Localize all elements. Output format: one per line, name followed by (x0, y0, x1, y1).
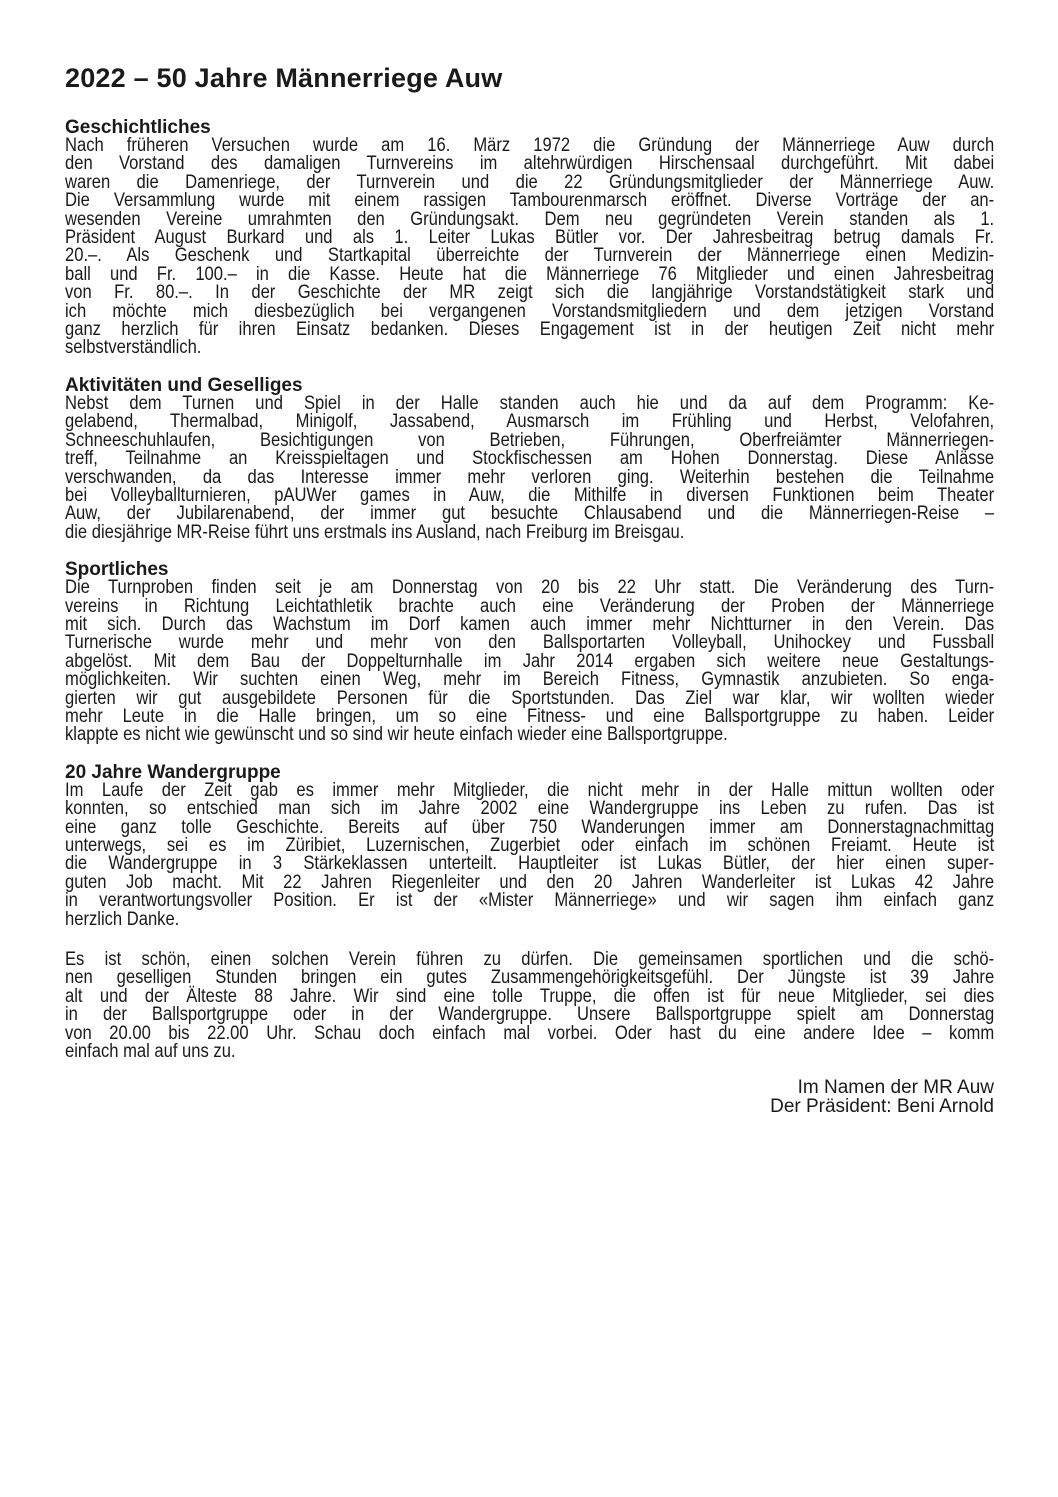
text-line: herzlich Danke. (65, 908, 180, 930)
section-paragraph (65, 951, 994, 1061)
text-line: von 20.00 bis 22.00 Uhr. Schau doch einfach mal vorbei. Oder hast du eine andere Idee – komm (65, 1022, 995, 1044)
text-line: ball und Fr. 100.– in die Kasse. Heute hat die Männerriege 76 Mitglieder und einen Jahresbeitrag (65, 263, 995, 285)
section-paragraph (65, 579, 994, 745)
text-line: die diesjährige MR-Reise führt uns erstmals ins Ausland, nach Freiburg im Breisgau. (65, 521, 685, 543)
text-line: Schneeschuhlaufen, Besichtigungen von Betrieben, Führungen, Oberfreiämter Männerriegen- (65, 429, 995, 451)
text-line: Nebst dem Turnen und Spiel in der Halle standen auch hie und da auf dem Programm: Ke- (65, 392, 995, 414)
text-line-wrapper (65, 339, 994, 357)
text-line: möglichkeiten. Wir suchten einen Weg, mehr im Bereich Fitness, Gymnastik anzubieten. So enga- (65, 669, 995, 691)
text-line: nen geselligen Stunden bringen ein gutes Zusammengehörigkeitsgefühl. Der Jüngste ist 39 Jahre (65, 967, 995, 989)
sections-container (65, 118, 994, 1061)
text-line: treff, Teilnahme an Kreisspieltagen und Stockfischessen am Hohen Donnerstag. Diese Anlässe (65, 448, 995, 470)
text-line: Im Laufe der Zeit gab es immer mehr Mitglieder, die nicht mehr in der Halle mittun wollten oder (65, 779, 995, 801)
text-line: Die Turnproben finden seit je am Donnerstag von 20 bis 22 Uhr statt. Die Veränderung des Turn- (65, 577, 995, 599)
text-line-wrapper (65, 1043, 994, 1061)
text-line: wesenden Vereine umrahmten den Gründungsakt. Dem neu gegründeten Verein standen als 1. (65, 208, 995, 230)
section-sportliches (65, 560, 994, 745)
text-line: einfach mal auf uns zu. (65, 1041, 236, 1063)
text-line: selbstverständlich. (65, 337, 202, 359)
text-line: Präsident August Burkard und als 1. Leiter Lukas Bütler vor. Der Jahresbeitrag betrug damals Fr. (65, 227, 995, 249)
text-line: guten Job macht. Mit 22 Jahren Riegenleiter und den 20 Jahren Wanderleiter ist Lukas 42 Jahre (65, 871, 995, 893)
text-line: den Vorstand des damaligen Turnvereins im altehrwürdigen Hirschensaal durchgeführt. Mit dabei (65, 153, 995, 175)
page-title: 2022 – 50 Jahre Männerriege Auw (65, 63, 503, 93)
text-line: waren die Damenriege, der Turnverein und die 22 Gründungsmitglieder der Männerriege Auw. (65, 171, 995, 193)
signature-line-organization: Im Namen der MR Auw (797, 1077, 994, 1099)
section-aktivitaeten-und-geselliges (65, 376, 994, 542)
document-page (65, 60, 994, 1116)
section-heading: Aktivitäten und Geselliges (65, 374, 303, 396)
text-line: in verantwortungsvoller Position. Er ist der «Mister Männerriege» und wir sagen ihm einfach ganz (65, 890, 995, 912)
text-line: in der Ballsportgruppe oder in der Wandergruppe. Unsere Ballsportgruppe spielt am Donnerstag (65, 1004, 995, 1026)
text-line: abgelöst. Mit dem Bau der Doppelturnhalle im Jahr 2014 ergaben sich weitere neue Gestaltungs- (65, 650, 995, 672)
section-paragraph (65, 392, 995, 543)
text-line: ich möchte mich diesbezüglich bei vergangenen Vorstandsmitgliedern und dem jetzigen Vorstand (65, 300, 995, 322)
text-line-wrapper (65, 321, 994, 339)
section-geschichtliches (65, 118, 994, 358)
text-line: gelabend, Thermalbad, Minigolf, Jassabend, Ausmarsch im Frühling und Herbst, Velofahren, (65, 411, 995, 433)
section-closing (65, 951, 994, 1061)
text-line-wrapper (65, 908, 994, 930)
section-wandergruppe (65, 763, 994, 929)
section-heading: 20 Jahre Wandergruppe (65, 761, 281, 783)
text-line: die Wandergruppe in 3 Stärkeklassen unterteilt. Hauptleiter ist Lukas Bütler, der hier einen super- (65, 853, 995, 875)
text-line-wrapper (65, 521, 994, 543)
text-line: Die Versammlung wurde mit einem rassigen Tambourenmarsch eröffnet. Diverse Vorträge der an- (65, 190, 995, 212)
text-line: mit sich. Durch das Wachstum im Dorf kamen auch immer mehr Nichtturner in den Verein. Das (65, 613, 995, 635)
text-line: unterwegs, sei es im Züribiet, Luzernischen, Zugerbiet oder einfach im schönen Freiamt. Heute ist (65, 835, 995, 856)
section-heading: Geschichtliches (65, 117, 211, 138)
text-line: alt und der Älteste 88 Jahre. Wir sind eine tolle Truppe, die offen ist für neue Mitglieder, sei dies (65, 985, 995, 1007)
text-line: konnten, so entschied man sich im Jahre 2002 eine Wandergruppe ins Leben zu rufen. Das ist (65, 798, 995, 820)
text-line: Auw, der Jubilarenabend, der immer gut besuchte Chlausabend und die Männerriegen-Reise – (65, 503, 995, 525)
text-line: eine ganz tolle Geschichte. Bereits auf über 750 Wanderungen immer am Donnerstagnachmittag (65, 816, 995, 838)
section-paragraph (65, 137, 994, 358)
signature-line-president: Der Präsident: Beni Arnold (770, 1095, 994, 1117)
text-line: mehr Leute in die Halle bringen, um so eine Fitness- und eine Ballsportgruppe zu haben. Leider (65, 705, 995, 727)
text-line: Es ist schön, einen solchen Verein führen zu dürfen. Die gemeinsamen sportlichen und die schö- (65, 949, 995, 971)
section-heading: Sportliches (65, 559, 169, 581)
text-line: Nach früheren Versuchen wurde am 16. März 1972 die Gründung der Männerriege Auw durch (65, 135, 995, 156)
text-line: gierten wir gut ausgebildete Personen für die Sportstunden. Das Ziel war klar, wir wollten wieder (65, 687, 995, 709)
text-line: von Fr. 80.–. In der Geschichte der MR zeigt sich die langjährige Vorstandstätigkeit stark und (65, 282, 995, 304)
text-line: 20.–. Als Geschenk und Startkapital überreichte der Turnverein der Männerriege einen Medizin- (65, 245, 995, 267)
signature-block (65, 1079, 994, 1116)
text-line: vereins in Richtung Leichtathletik brachte auch eine Veränderung der Proben der Männerriege (65, 595, 995, 617)
text-line: ganz herzlich für ihren Einsatz bedanken. Dieses Engagement ist in der heutigen Zeit nicht mehr (65, 319, 995, 341)
text-line: Turnerische wurde mehr und mehr von den Ballsportarten Volleyball, Unihockey und Fussball (65, 632, 995, 654)
text-line-wrapper (65, 892, 994, 910)
text-line: bei Volleyballturnieren, pAUWer games in Auw, die Mithilfe in diversen Funktionen beim Theater (65, 484, 995, 506)
section-paragraph (65, 779, 995, 930)
text-line: klappte es nicht wie gewünscht und so sind wir heute einfach wieder eine Ballsportgruppe. (65, 724, 728, 746)
text-line-wrapper (65, 726, 994, 744)
text-line: verschwanden, da das Interesse immer mehr verloren ging. Weiterhin bestehen die Teilnahme (65, 466, 995, 488)
